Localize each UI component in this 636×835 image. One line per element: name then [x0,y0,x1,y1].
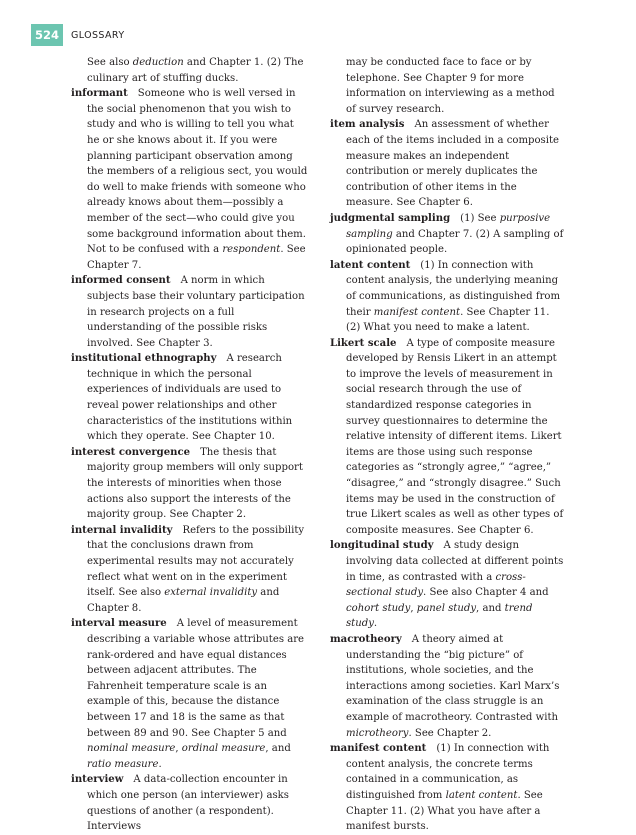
definition-text: and Chapter 7. (2) A sampling of opinionated people. [346,228,564,256]
glossary-term: judgmental sampling [330,212,451,224]
definition-text: A type of composite measure developed by Rensis Likert in an attempt to improve the levels of measurement in social research through the use of standardized response categories in survey questionnaires to determine the relative intensity of different items. Likert items are those using such response categories as “strongly agree,” “agree,” “disagree,” and “strongly disagree.” Such items may be used in the construction of true Likert scales as well as other types of composite measures. See Chapter 6. [346,337,564,536]
glossary-term: Likert scale [330,337,397,349]
definition-text: , [175,743,182,755]
glossary-entry [330,117,566,211]
definition-text: An assessment of whether each of the items included in a composite measure makes an independent contribution or merely duplicates the contribution of other items in the measure. See Chapter 6. [346,119,559,209]
definition-text: (1) In connection with content analysis, the underlying meaning of communications, as distinguished from their [346,259,561,318]
glossary-entry [330,258,566,336]
cross-reference: purposive sampling [346,212,551,240]
glossary-entry [330,741,566,835]
definition-text: , and [476,602,505,614]
glossary-entry [71,772,309,834]
cross-reference: manifest content [373,306,461,318]
cross-reference: trend study [346,602,533,630]
definition-text: A research technique in which the personal experiences of individuals are used to reveal power relationships and other characteristics of the institutions within which they operate. See Chapter 10. [87,353,293,443]
definition-text: . [158,758,162,770]
definition-text: . See Chapter 2. [408,727,492,739]
definition-text: . See also Chapter 4 and [423,587,549,599]
definition-text: (1) See [460,212,500,224]
cross-reference: ratio measure [87,758,159,770]
cross-reference: latent content [445,789,518,801]
glossary-entry [330,538,566,632]
definition-text: , and [265,743,291,755]
running-head: GLOSSARY [71,30,125,41]
definition-text: A theory aimed at understanding the “big picture” of institutions, whole societies, and the interactions among societies. Karl Marx’s examination of the class struggle is an example of macrotheory. Contrasted with [346,633,560,723]
definition-text: . See Chapter 7. [87,244,306,271]
glossary-term: longitudinal study [330,540,434,552]
cross-reference: microtheory [346,727,409,739]
definition-text: A data-collection encounter in which one person (an interviewer) asks questions of another (a respondent). Interviews [87,774,289,833]
glossary-entry [71,445,309,523]
glossary-term: interest convergence [71,446,191,458]
glossary-entry [71,351,309,445]
glossary-entry [330,632,566,741]
glossary-term: interview [71,774,124,786]
cross-reference: ordinal measure [181,743,266,755]
cross-reference: external invalidity [164,587,258,599]
definition-text: . See Chapter 11. (2) What you have after a manifest bursts. [346,789,543,833]
definition-text: . See Chapter 11. (2) What you need to make a latent. [346,306,550,334]
glossary-entry [71,616,309,772]
cross-reference: deduction [132,57,184,68]
glossary-entry [71,523,309,617]
glossary-entry [330,336,566,539]
page-number: 524 [31,24,63,46]
definition-text: and Chapter 1. (2) The culinary art of stuffing ducks. [87,57,304,84]
definition-text: A level of measurement describing a variable whose attributes are rank-ordered and have equal distances between adjacent attributes. The Fahrenheit temperature scale is an example of this, because the distance between 17 and 18 is the same as that between 89 and 90. See Chapter 5 and [87,618,305,739]
glossary-continuation [71,55,309,86]
cross-reference: cross-sectional study [346,571,526,599]
glossary-term: informed consent [71,275,171,287]
glossary-term: interval measure [71,618,167,630]
glossary-entry [71,273,309,351]
definition-text: See also [87,57,133,68]
glossary-term: latent content [330,259,411,271]
glossary-term: institutional ethnography [71,353,217,365]
definition-text: A study design involving data collected at different points in time, as contrasted with a [346,540,564,583]
cross-reference: respondent [222,244,281,256]
definition-text: Someone who is well versed in the social phenomenon that you wish to study and who is willing to tell you what he or she knows about it. If you were planning participant observation among the members of a religious sect, you would do well to make friends with someone who already knows about them—possibly a member of the sect—who could give you some background information about them. Not to be confused with a [87,88,308,256]
cross-reference: panel study [416,602,477,614]
definition-text: and Chapter 8. [87,587,280,614]
glossary-term: internal invalidity [71,524,173,536]
glossary-term: item analysis [330,119,405,131]
glossary-entry [330,211,566,258]
glossary-term: macrotheory [330,633,402,645]
glossary-term: informant [71,88,128,100]
definition-text: The thesis that majority group members will only support the interests of minorities when those actions also support the interests of the majority group. See Chapter 2. [87,446,303,521]
glossary-column-right [330,55,566,835]
cross-reference: nominal measure [87,743,176,755]
glossary-entry [71,86,309,273]
glossary-continuation [330,55,566,117]
glossary-column-left [71,55,309,835]
glossary-term: manifest content [330,743,427,755]
definition-text: may be conducted face to face or by telephone. See Chapter 9 for more information on interviewing as a method of survey research. [346,57,555,115]
definition-text: (1) In connection with content analysis, the concrete terms contained in a communication, as distinguished from [346,743,550,801]
cross-reference: cohort study [346,602,411,614]
definition-text: A norm in which subjects base their voluntary participation in research projects on a full understanding of the possible risks involved. See Chapter 3. [87,275,305,349]
definition-text: . [373,618,378,630]
definition-text: , [410,602,417,614]
definition-text: Refers to the possibility that the conclusions drawn from experimental results may not accurately reflect what went on in the experiment itself. See also [87,524,305,599]
